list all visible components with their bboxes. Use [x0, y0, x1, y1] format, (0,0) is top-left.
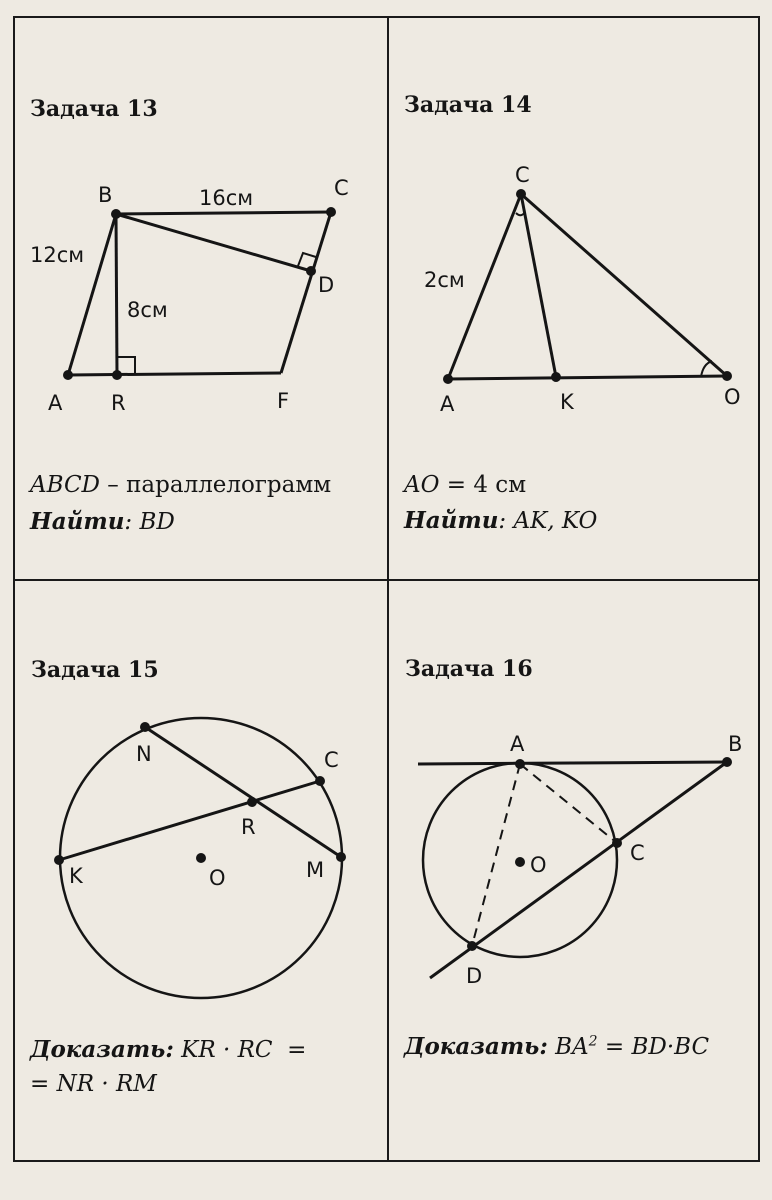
problem-13-given-math: ABCD — [30, 472, 100, 498]
problem-16-title: Задача 16 — [405, 656, 533, 682]
problem-13-title: Задача 13 — [30, 96, 158, 122]
point-d — [467, 941, 477, 951]
label-r: R — [241, 815, 256, 839]
label-c: C — [334, 176, 349, 200]
label-d: D — [318, 273, 335, 297]
problem-16-prove-sup: 2 — [588, 1033, 598, 1050]
point-c — [612, 838, 622, 848]
label-o: O — [530, 853, 547, 877]
label-n: N — [136, 742, 152, 766]
problem-14-title: Задача 14 — [404, 92, 532, 118]
label-a: A — [440, 392, 455, 416]
problem-16-prove — [404, 1033, 709, 1060]
problem-14-given-math: AO — [404, 472, 440, 498]
point-b — [722, 757, 732, 767]
label-m: M — [306, 858, 325, 882]
tangent-ab — [418, 762, 727, 764]
label-k: K — [69, 864, 83, 888]
problem-15-prove-word: Доказать: — [30, 1036, 174, 1063]
problem-16-prove-math: BA — [547, 1034, 589, 1060]
problem-13-given-text: – параллелограмм — [99, 472, 332, 498]
label-c: C — [630, 841, 645, 865]
label-a: A — [510, 732, 525, 756]
label-r: R — [111, 391, 126, 415]
problem-15-title: Задача 15 — [31, 657, 159, 683]
label-ac-length: 2см — [424, 268, 465, 292]
problem-16-prove-rest: = BD·BC — [597, 1034, 710, 1060]
problem-15-prove-math: KR · RC = — [173, 1037, 307, 1063]
label-ab-length: 12см — [30, 243, 85, 267]
label-b: B — [728, 732, 743, 756]
problem-15-prove-math-2: = NR · RM — [30, 1071, 157, 1097]
problem-14-given-text: = 4 см — [439, 472, 527, 498]
label-b: B — [98, 183, 113, 207]
label-k: K — [560, 390, 574, 414]
point-o — [515, 857, 525, 867]
label-c: C — [515, 163, 530, 187]
label-a: A — [48, 391, 63, 415]
problem-13-find-word: Найти — [30, 508, 125, 535]
label-c: C — [324, 748, 339, 772]
point-a — [515, 759, 525, 769]
label-d: D — [466, 964, 483, 988]
label-br-length: 8см — [127, 298, 168, 322]
problem-13-find-math: : BD — [124, 509, 175, 535]
label-o: O — [209, 866, 226, 890]
problem-14-find-math: : AK, KO — [498, 508, 598, 534]
label-bc-length: 16см — [199, 186, 254, 210]
label-f: F — [277, 389, 290, 413]
problem-16-prove-word: Доказать: — [404, 1033, 548, 1060]
problem-14-find-word: Найти — [404, 507, 499, 534]
label-o: O — [724, 385, 741, 409]
